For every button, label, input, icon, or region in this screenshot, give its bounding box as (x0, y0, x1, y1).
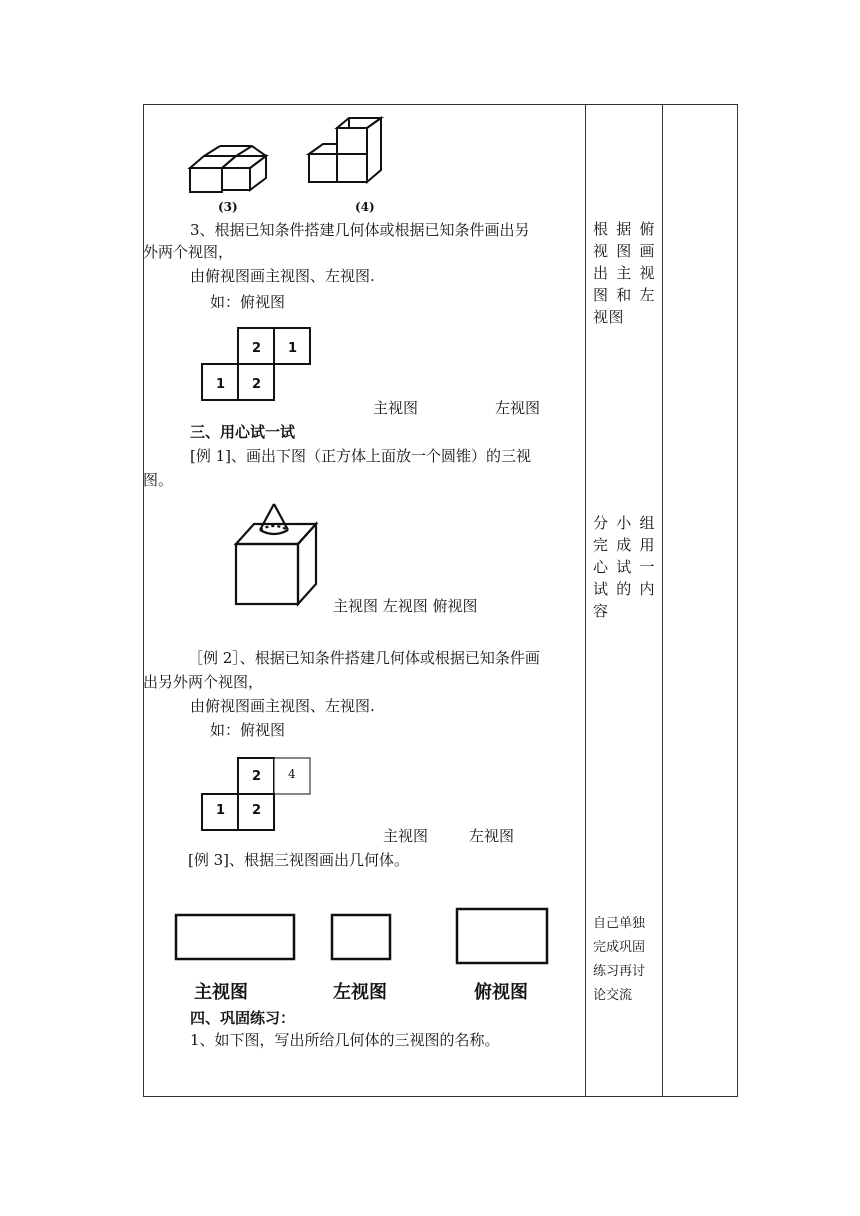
section-title-4: 四、巩固练习： (190, 1009, 296, 1027)
column-divider-2 (662, 104, 663, 1097)
section-a-label-main: 主视图 (373, 399, 419, 417)
fig3-label: (3) (218, 200, 238, 214)
fig4-label: (4) (355, 200, 375, 214)
example1-line1: [例 1]、画出下图（正方体上面放一个圆锥）的三视 (190, 447, 532, 465)
column-divider-1 (585, 104, 586, 1097)
example3-view-left: 左视图 (333, 982, 387, 1003)
exercise1-text: 1、如下图，写出所给几何体的三视图的名称。 (190, 1031, 500, 1049)
section-a-line1: 3、根据已知条件搭建几何体或根据已知条件画出另 (190, 221, 530, 239)
grid-a-cell-bottom-right: 2 (252, 377, 262, 392)
example2-line4: 如：俯视图 (210, 721, 286, 739)
section-a-label-left: 左视图 (495, 399, 541, 417)
cube-with-cone-figure (230, 500, 330, 610)
example2-line2: 出另外两个视图， (143, 673, 264, 691)
example1-view-labels: 主视图 左视图 俯视图 (333, 597, 478, 615)
grid-b-cell-bottom-right: 2 (252, 803, 262, 818)
example3-view-top: 俯视图 (474, 982, 528, 1003)
section-a-line3: 由俯视图画主视图、左视图. (190, 267, 375, 285)
grid-a-cell-bottom-left: 1 (216, 377, 226, 392)
side-note-3: 自己单独 完成巩固 练习再讨 论交流 (593, 916, 646, 1003)
grid-a-cell-top-right: 1 (288, 341, 298, 356)
side-note-2: 分 小 组 完 成 用 心 试 一 试 的 内 容 (593, 514, 655, 620)
section-a-line4: 如：俯视图 (210, 293, 286, 311)
example1-line2: 图。 (143, 471, 174, 489)
example2-label-main: 主视图 (383, 827, 429, 845)
grid-a-cell-top-left: 2 (252, 341, 262, 356)
section-title-3: 三、用心试一试 (190, 423, 296, 441)
example3-line1: [例 3]、根据三视图画出几何体。 (188, 851, 410, 869)
example2-line3: 由俯视图画主视图、左视图. (190, 697, 375, 715)
cube-figure-3 (186, 140, 276, 200)
grid-b-cell-bottom-left: 1 (216, 803, 226, 818)
example2-line1: ［例 2］、根据已知条件搭建几何体或根据已知条件画 (188, 649, 540, 667)
three-views-rectangles (170, 905, 560, 965)
top-view-grid-b (200, 756, 316, 832)
cube-figure-4 (305, 114, 415, 190)
grid-b-cell-top-left: 2 (252, 769, 262, 784)
side-note-1: 根 据 俯 视 图 画 出 主 视 图 和 左 视图 (593, 220, 655, 326)
example2-label-left: 左视图 (469, 827, 515, 845)
grid-b-cell-top-right: 4 (288, 767, 296, 781)
example3-view-main: 主视图 (194, 982, 248, 1003)
section-a-line2: 外两个视图， (143, 243, 234, 261)
